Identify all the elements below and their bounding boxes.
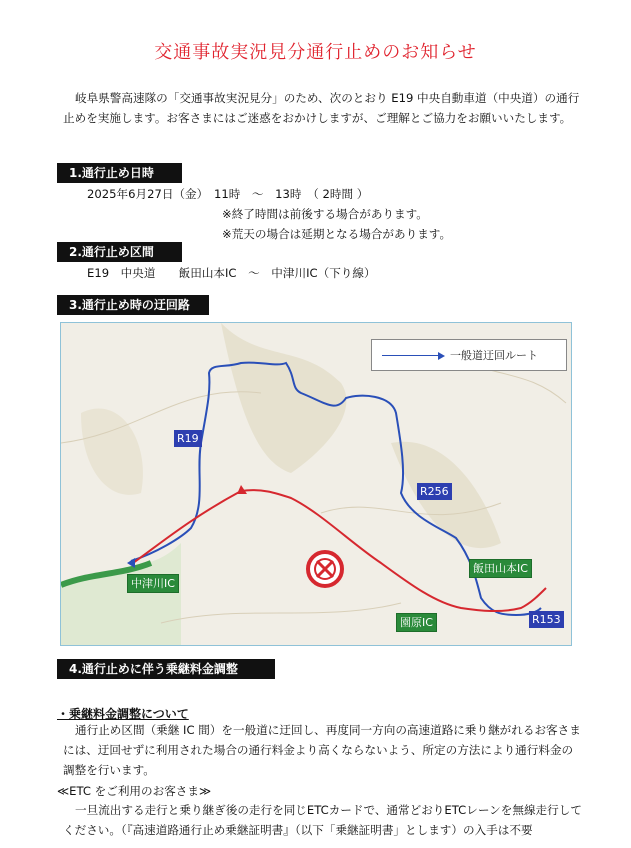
ic-label-nakatsugawa: 中津川IC <box>127 574 179 593</box>
etc-heading: ≪ETC をご利用のお客さま≫ <box>57 784 212 798</box>
map-legend <box>371 339 567 371</box>
section1-heading: 1.通行止め日時 <box>57 163 182 183</box>
ic-label-iidayamamoto: 飯田山本IC <box>469 559 532 578</box>
note-weather: ※荒天の場合は延期となる場合があります。 <box>222 227 452 241</box>
closure-route: E19 中央道 飯田山本IC ～ 中津川IC（下り線） <box>87 266 376 280</box>
intro-text: 岐阜県警高速隊の「交通事故実況見分」のため、次のとおり E19 中央自動車道（中央道）の通行止めを実施します。お客さまにはご迷惑をおかけしますが、ご理解とご協力をお願いいたします。 <box>63 91 580 125</box>
route-label-r256: R256 <box>417 483 452 500</box>
legend-label: 一般道迂回ルート <box>450 349 538 362</box>
route-label-r19: R19 <box>174 430 202 447</box>
fare-adjustment-text: 通行止め区間（乗継 IC 間）を一般道に迂回し、再度同一方向の高速道路に乗り継がれるお客さまには、迂回せずに利用された場合の通行料金より高くならないよう、所定の方法により通行料金の調整を行います。 <box>63 723 581 777</box>
section3-heading: 3.通行止め時の迂回路 <box>57 295 209 315</box>
ic-label-sonohara: 園原IC <box>396 613 437 632</box>
section2-heading: 2.通行止め区間 <box>57 242 182 262</box>
fare-adjustment-subheading: ・乗継料金調整について <box>57 707 189 721</box>
detour-map <box>60 322 572 646</box>
route-label-r153: R153 <box>529 611 564 628</box>
section4-heading: 4.通行止めに伴う乗継料金調整 <box>57 659 275 679</box>
etc-instructions: 一旦流出する走行と乗り継ぎ後の走行を同じETCカードで、通常どおりETCレーンを無線走行してください。（『高速道路通行止め乗継証明書』（以下「乗継証明書」とします）の入手は不要 <box>63 803 582 837</box>
legend-line <box>382 355 442 356</box>
legend-arrow-icon <box>438 352 445 360</box>
page-title: 交通事故実況見分通行止めのお知らせ <box>154 42 477 63</box>
note-end-time: ※終了時間は前後する場合があります。 <box>222 207 428 221</box>
closure-datetime: 2025年6月27日（金） 11時 ～ 13時 （ 2時間 ） <box>87 187 369 201</box>
map-graphic <box>61 323 571 645</box>
